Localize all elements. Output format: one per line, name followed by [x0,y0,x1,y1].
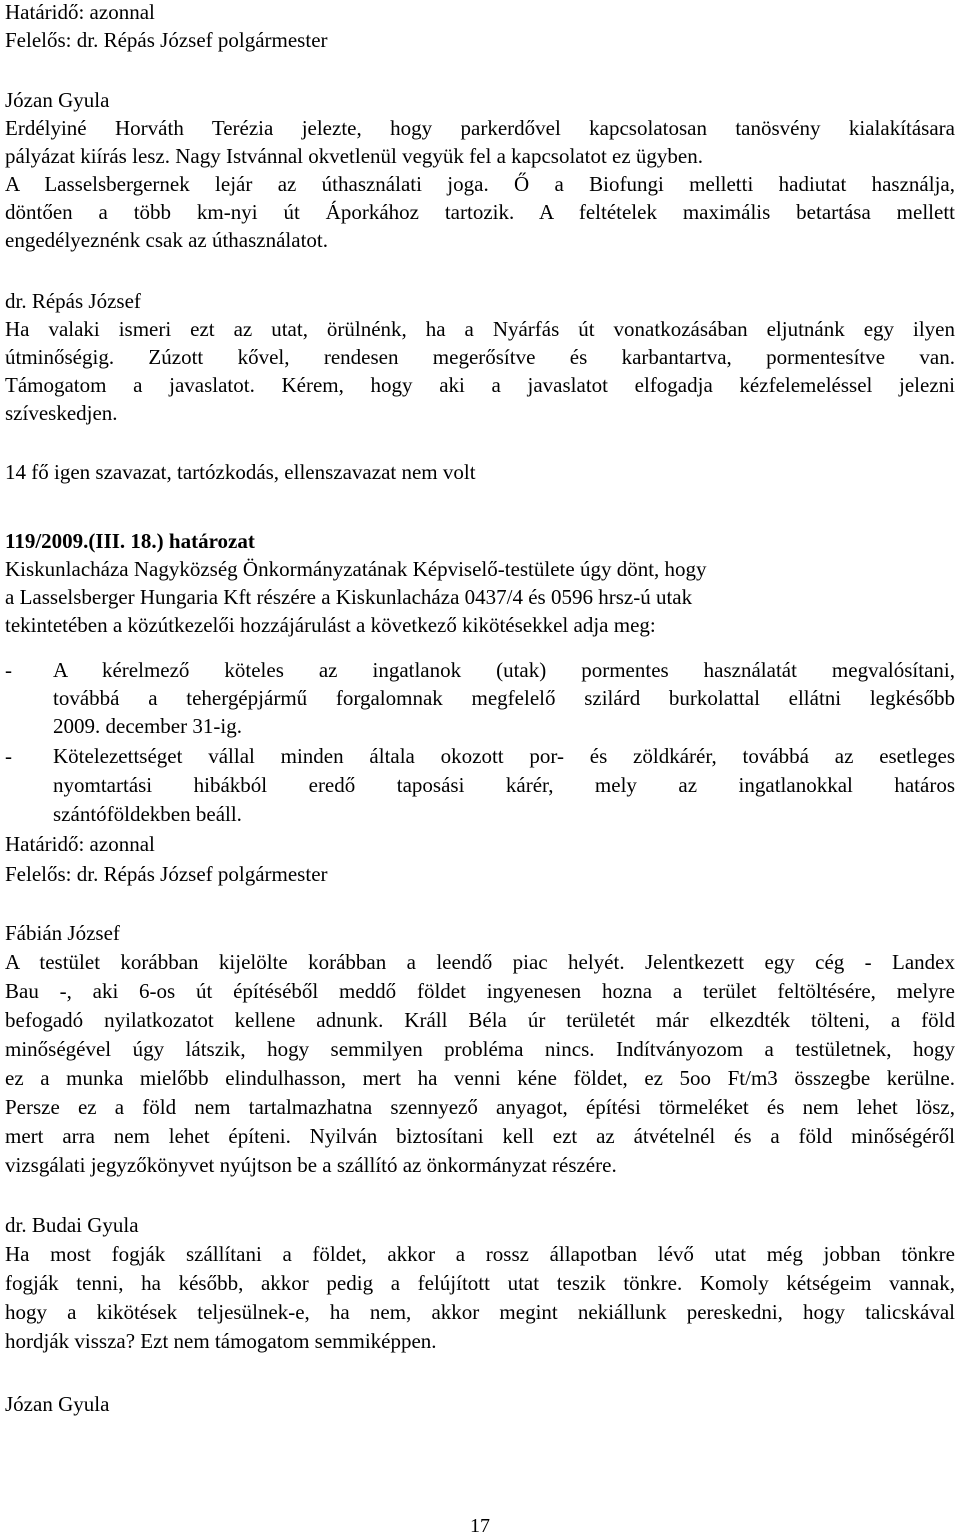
paragraph-line: Bau -, aki 6-os út építéséből meddő földet ingyenesen hozna a terület feltöltésére, melyre [5,979,955,1003]
vote-result: 14 fő igen szavazat, tartózkodás, ellenszavazat nem volt [5,460,476,484]
paragraph-line: A Lasselsbergernek lejár az úthasználati joga. Ő a Biofungi melletti hadiutat használja, [5,172,955,196]
list-item-line: továbbá a tehergépjármű forgalomnak megfelelő szilárd burkolattal ellátni legkésőbb [53,686,955,710]
paragraph-line: szíveskedjen. [5,401,118,425]
paragraph-line: hogy a kikötések teljesülnek-e, ha nem, akkor megint nekiállunk pereskedni, hogy talicskával [5,1300,955,1324]
paragraph-line: A testület korábban kijelölte korábban a leendő piac helyét. Jelentkezett egy cég - Landex [5,950,955,974]
resolution-line: a Lasselsberger Hungaria Kft részére a Kiskunlacháza 0437/4 és 0596 hrsz-ú utak [5,585,693,609]
page-number: 17 [470,1515,490,1537]
list-bullet: - [5,744,12,768]
deadline-line: Határidő: azonnal [5,832,155,856]
resolution-line: tekintetében a közútkezelői hozzájárulást a következő kikötésekkel adja meg: [5,613,656,637]
list-bullet: - [5,658,12,682]
paragraph-line: Támogatom a javaslatot. Kérem, hogy aki a javaslatot elfogadja kézfelemeléssel jelezni [5,373,955,397]
paragraph-line: vizsgálati jegyzőkönyvet nyújtson be a szállító az önkormányzat részére. [5,1153,617,1177]
speaker-name: Józan Gyula [5,88,110,112]
paragraph-line: mert arra nem lehet építeni. Nyilván biztosítani kell ezt az átvételnél és a föld minőségéről [5,1124,955,1148]
speaker-name: Fábián József [5,921,120,945]
list-item-line: nyomtartási hibákból eredő taposási kárér, mely az ingatlanokkal határos [53,773,955,797]
list-item-line: A kérelmező köteles az ingatlanok (utak) pormentes használatát megvalósítani, [53,658,955,682]
list-item-line: szántóföldekben beáll. [53,802,242,826]
paragraph-line: ez a munka mielőbb elindulhasson, mert ha venni kéne földet, ez 5oo Ft/m3 összegbe kerülne. [5,1066,955,1090]
list-item-line: Kötelezettséget vállal minden általa okozott por- és zöldkárér, továbbá az esetleges [53,744,955,768]
paragraph-line: minőségével úgy látszik, hogy semmilyen probléma nincs. Indítványozom a testületnek, hogy [5,1037,955,1061]
paragraph-line: befogadó nyilatkozatot kellene adnunk. Králl Béla úr területét már elkezdték tölteni, a föld [5,1008,955,1032]
list-item-line: 2009. december 31-ig. [53,714,242,738]
paragraph-line: Ha valaki ismeri ezt az utat, örülnénk, ha a Nyárfás út vonatkozásában eljutnánk egy ilyen [5,317,955,341]
deadline-line: Határidő: azonnal [5,0,155,24]
paragraph-line: hordják vissza? Ezt nem támogatom semmiképpen. [5,1329,437,1353]
paragraph-line: pályázat kiírás lesz. Nagy Istvánnal okvetlenül vegyük fel a kapcsolatot ez ügyben. [5,144,704,168]
speaker-name: Józan Gyula [5,1392,110,1416]
resolution-line: Kiskunlacháza Nagyközség Önkormányzatának Képviselő-testülete úgy dönt, hogy [5,557,707,581]
speaker-name: dr. Répás József [5,289,141,313]
paragraph-line: döntően a több km-nyi út Áporkához tartozik. A feltételek maximális betartása mellett [5,200,955,224]
paragraph-line: engedélyeznénk csak az úthasználatot. [5,228,329,252]
paragraph-line: Ha most fogják szállítani a földet, akkor a rossz állapotban lévő utat még jobban tönkre [5,1242,955,1266]
paragraph-line: Persze ez a föld nem tartalmazhatna szennyező anyagot, építési törmeléket és nem lehet lösz, [5,1095,955,1119]
responsible-line: Felelős: dr. Répás József polgármester [5,28,328,52]
paragraph-line: Erdélyiné Horváth Terézia jelezte, hogy parkerdővel kapcsolatosan tanösvény kialakításara [5,116,955,140]
resolution-title: 119/2009.(III. 18.) határozat [5,529,255,553]
speaker-name: dr. Budai Gyula [5,1213,139,1237]
responsible-line: Felelős: dr. Répás József polgármester [5,862,328,886]
paragraph-line: fogják tenni, ha később, akkor pedig a felújított utat teszik tönkre. Komoly kétségeim vannak, [5,1271,955,1295]
paragraph-line: útminőségig. Zúzott kővel, rendesen megerősítve és karbantartva, pormentesítve van. [5,345,955,369]
